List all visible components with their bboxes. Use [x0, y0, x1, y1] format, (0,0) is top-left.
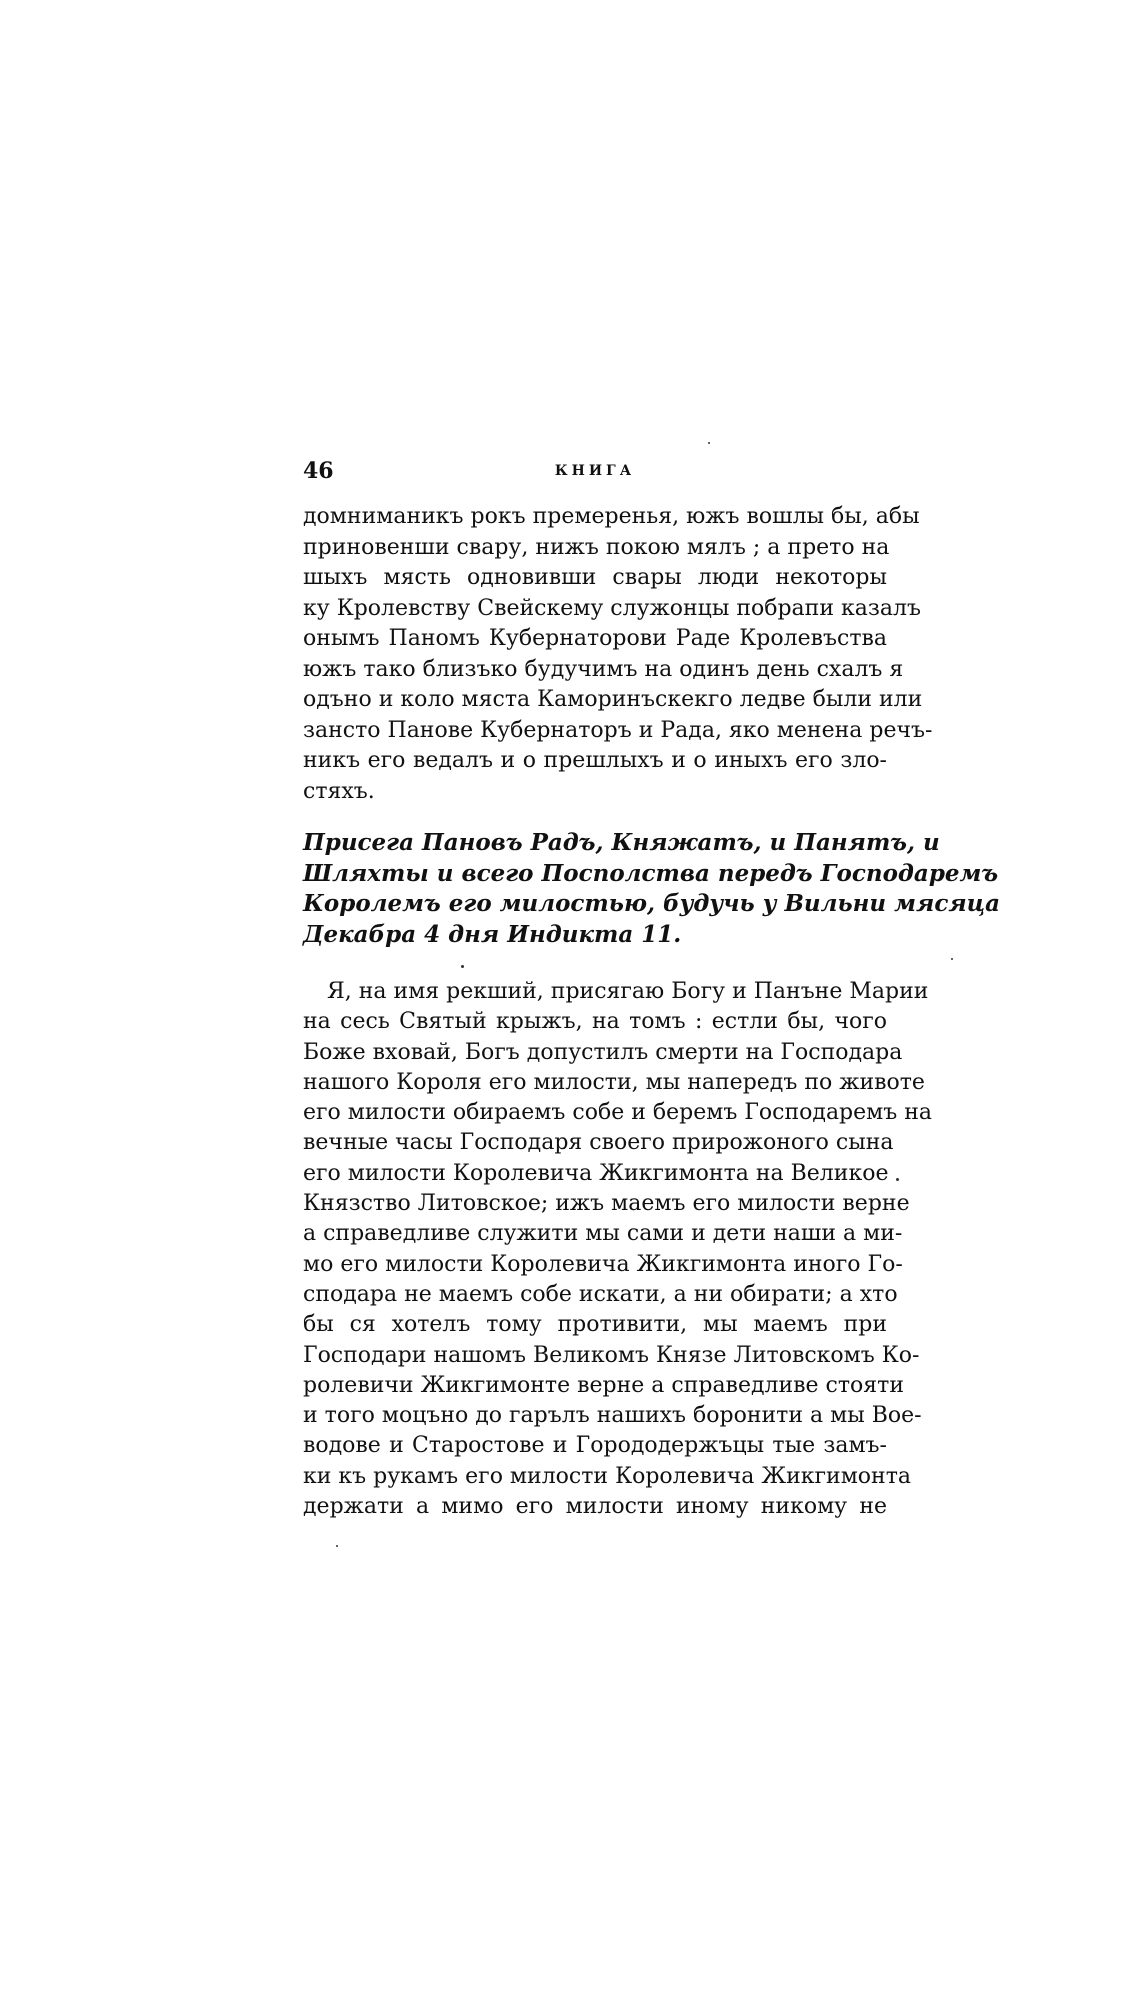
text-line: зансто Панове Кубернаторъ и Рада, яко менена речъ- — [303, 717, 933, 743]
scan-speck — [461, 965, 464, 968]
text-line: стяхъ. — [303, 778, 375, 804]
text-line: мо его милости Королевича Жикгимонта иного Го- — [303, 1251, 903, 1277]
paragraph-2 — [303, 977, 933, 1522]
heading-line: Декабра 4 дня Индикта 11. — [303, 920, 682, 948]
text-line: никъ его ведалъ и о прешлыхъ и о иныхъ его зло- — [303, 748, 887, 773]
text-line: ролевичи Жикгимонте верне а справедливе стояти — [303, 1372, 904, 1398]
text-line: приновенши свару, нижъ покою мялъ ; а прето на — [303, 534, 890, 560]
text-line: южъ тако близъко будучимъ на одинъ день схалъ я — [303, 656, 904, 682]
text-line: онымъ Паномъ Кубернаторови Раде Кролевъства — [303, 626, 887, 651]
scan-speck — [951, 958, 953, 960]
text-line: держати а мимо его милости иному никому не — [303, 1494, 887, 1520]
page-header — [303, 456, 887, 486]
paragraph-1 — [303, 502, 933, 807]
text-line: Господари нашомъ Великомъ Князе Литовскомъ Ко- — [303, 1342, 920, 1368]
text-line: сподара не маемъ собе искати, а ни обирати; а хто — [303, 1281, 898, 1307]
text-line: водове и Старостове и Горододержъцы тые замъ- — [303, 1433, 887, 1459]
scan-speck — [708, 442, 710, 444]
text-line: ки къ рукамъ его милости Королевича Жикгимонта — [303, 1463, 911, 1489]
text-line: шыхъ мясть одновивши свары люди некоторы — [303, 565, 887, 590]
text-line: его милости обираемъ собе и беремъ Господаремъ на — [303, 1100, 933, 1126]
text-line: одъно и коло мяста Каморинъскекго ледве были или — [303, 687, 923, 712]
text-line: Я, на имя рекший, присягаю Богу и Панъне Марии — [327, 979, 929, 1004]
text-line: Боже вховай, Богъ допустилъ смерти на Господара — [303, 1039, 903, 1065]
scan-speck — [896, 1178, 899, 1181]
heading-line: Присега Пановъ Радъ, Княжатъ, и Панятъ, и — [303, 829, 940, 856]
text-line: его милости Королевича Жикгимонта на Великое — [303, 1160, 889, 1186]
heading-line: Шляхты и всего Посполства передъ Господаремъ — [303, 859, 999, 887]
text-line: на сесь Святый крыжъ, на томъ : естли бы, чого — [303, 1009, 887, 1035]
text-line: ку Кролевству Свейскему служонцы побрапи казалъ — [303, 595, 921, 621]
text-line: и того моцъно до гарълъ нашихъ боронити а мы Вое- — [303, 1403, 922, 1429]
oath-heading — [303, 828, 1001, 950]
heading-line: Королемъ его милостью, будучь у Вильни мясяца — [303, 890, 1001, 917]
scan-speck — [336, 1545, 338, 1547]
page-number: 46 — [303, 458, 334, 484]
text-line: вечные часы Господаря своего прирожоного сына — [303, 1130, 894, 1156]
running-head: КНИГА — [554, 463, 636, 479]
text-line: а справедливе служити мы сами и дети наши а ми- — [303, 1221, 903, 1247]
text-line: Князство Литовское; ижъ маемъ его милости верне — [303, 1191, 910, 1217]
text-line: бы ся хотелъ тому противити, мы маемъ при — [303, 1312, 887, 1338]
text-line: нашого Короля его милости, мы напередъ по животе — [303, 1069, 925, 1095]
text-line: домниманикъ рокъ премеренья, южъ вошлы бы, абы — [303, 504, 920, 529]
